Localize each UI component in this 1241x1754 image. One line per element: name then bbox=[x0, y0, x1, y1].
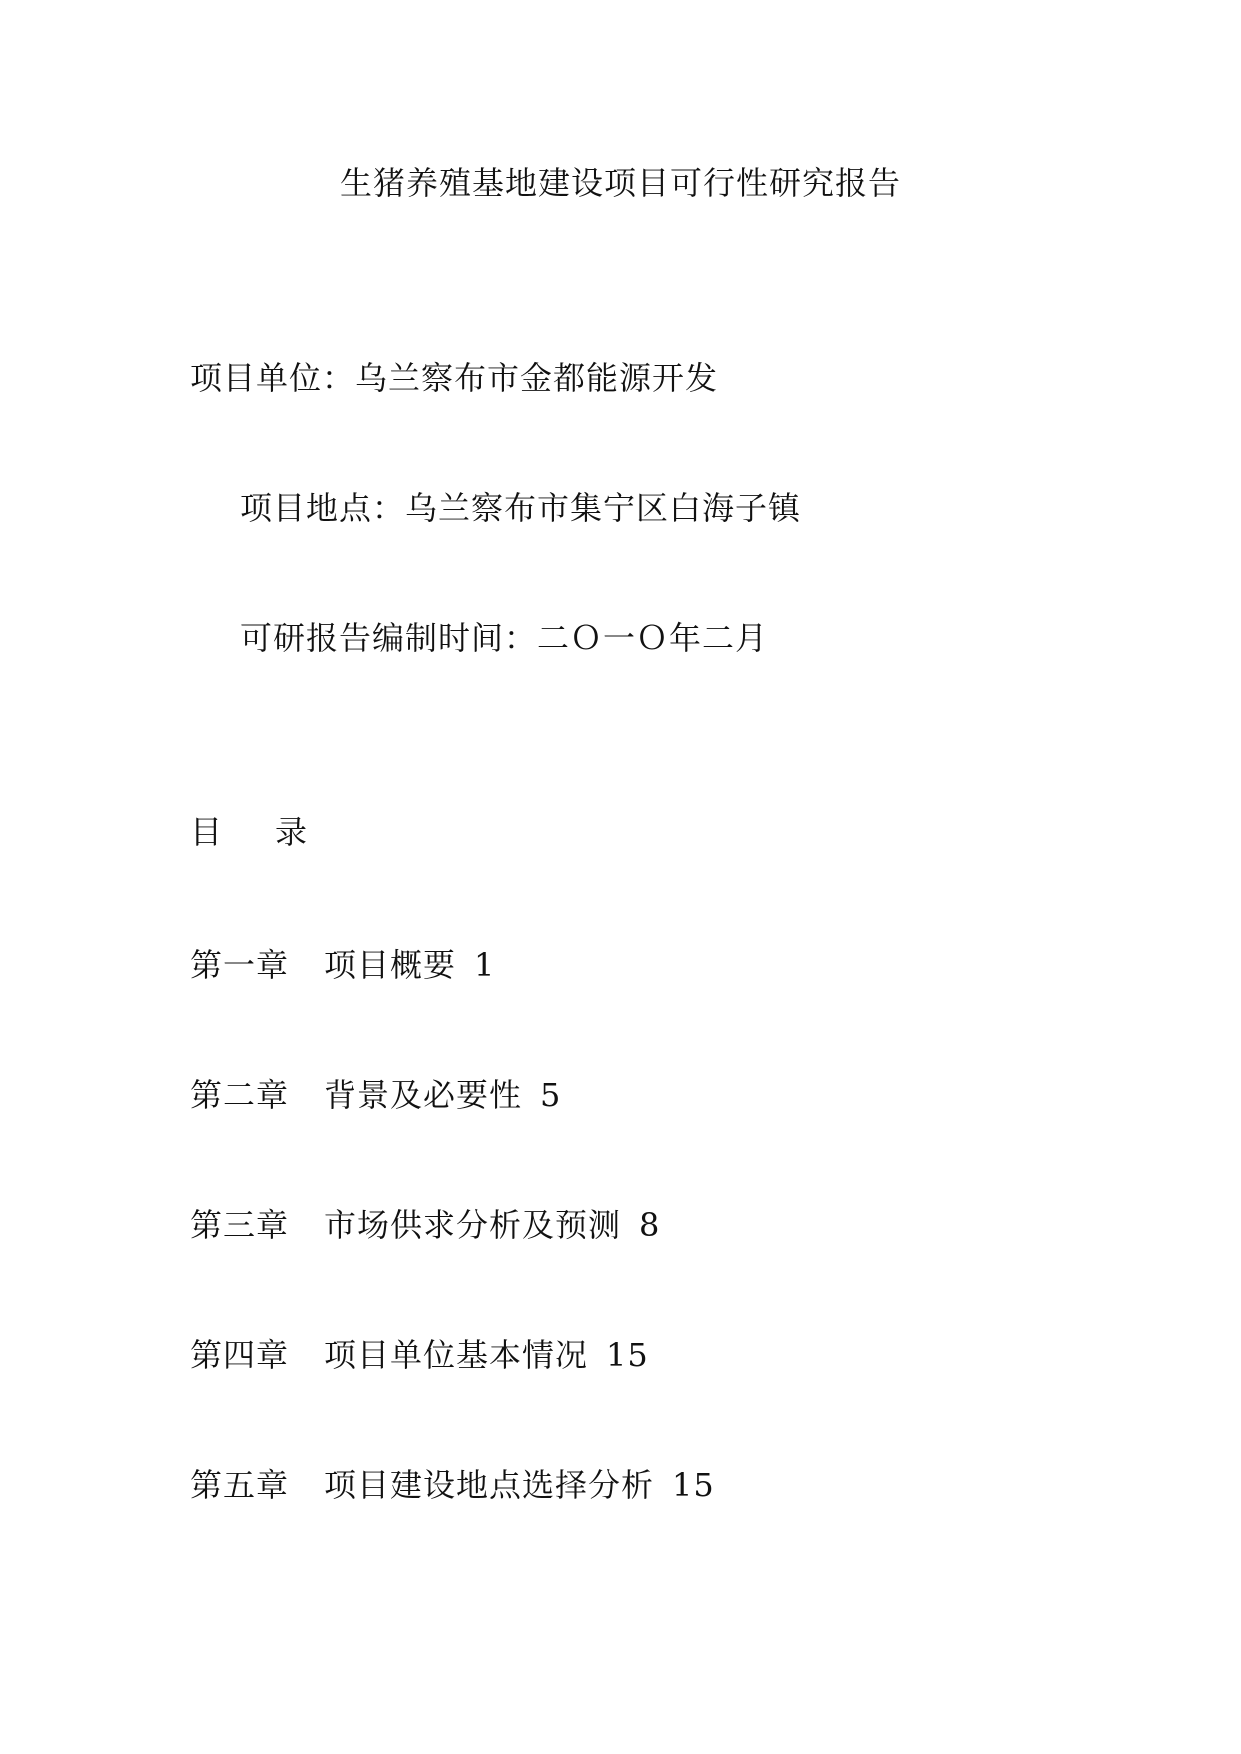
toc-item-page: 15 bbox=[606, 1336, 649, 1374]
toc-item-chapter: 第一章 bbox=[190, 946, 290, 984]
toc-heading bbox=[190, 812, 308, 852]
toc-item-chapter: 第五章 bbox=[190, 1466, 290, 1504]
toc-item bbox=[190, 945, 495, 985]
toc-item-title: 项目概要 bbox=[324, 946, 457, 984]
toc-item-page: 8 bbox=[639, 1206, 661, 1244]
document-title: 生猪养殖基地建设项目可行性研究报告 bbox=[339, 164, 901, 202]
toc-item-page: 5 bbox=[540, 1076, 562, 1114]
project-unit: 项目单位：乌兰察布市金都能源开发 bbox=[190, 359, 719, 397]
toc-heading-part1: 目 bbox=[190, 813, 224, 851]
toc-item-title: 市场供求分析及预测 bbox=[324, 1206, 622, 1244]
project-location: 项目地点：乌兰察布市集宁区白海子镇 bbox=[240, 489, 802, 527]
compile-date: 可研报告编制时间：二Ｏ一Ｏ年二月 bbox=[240, 619, 769, 657]
toc-item-page: 15 bbox=[672, 1466, 715, 1504]
toc-item-title: 项目建设地点选择分析 bbox=[324, 1466, 655, 1504]
toc-item bbox=[190, 1205, 660, 1245]
toc-item-title: 项目单位基本情况 bbox=[324, 1336, 589, 1374]
toc-item-title: 背景及必要性 bbox=[324, 1076, 523, 1114]
toc-item-chapter: 第二章 bbox=[190, 1076, 290, 1114]
toc-heading-part2: 录 bbox=[275, 813, 309, 851]
toc-item bbox=[190, 1075, 561, 1115]
toc-item-page: 1 bbox=[474, 946, 496, 984]
toc-item-chapter: 第四章 bbox=[190, 1336, 290, 1374]
toc-item bbox=[190, 1335, 649, 1375]
toc-item-chapter: 第三章 bbox=[190, 1206, 290, 1244]
toc-item bbox=[190, 1465, 715, 1505]
